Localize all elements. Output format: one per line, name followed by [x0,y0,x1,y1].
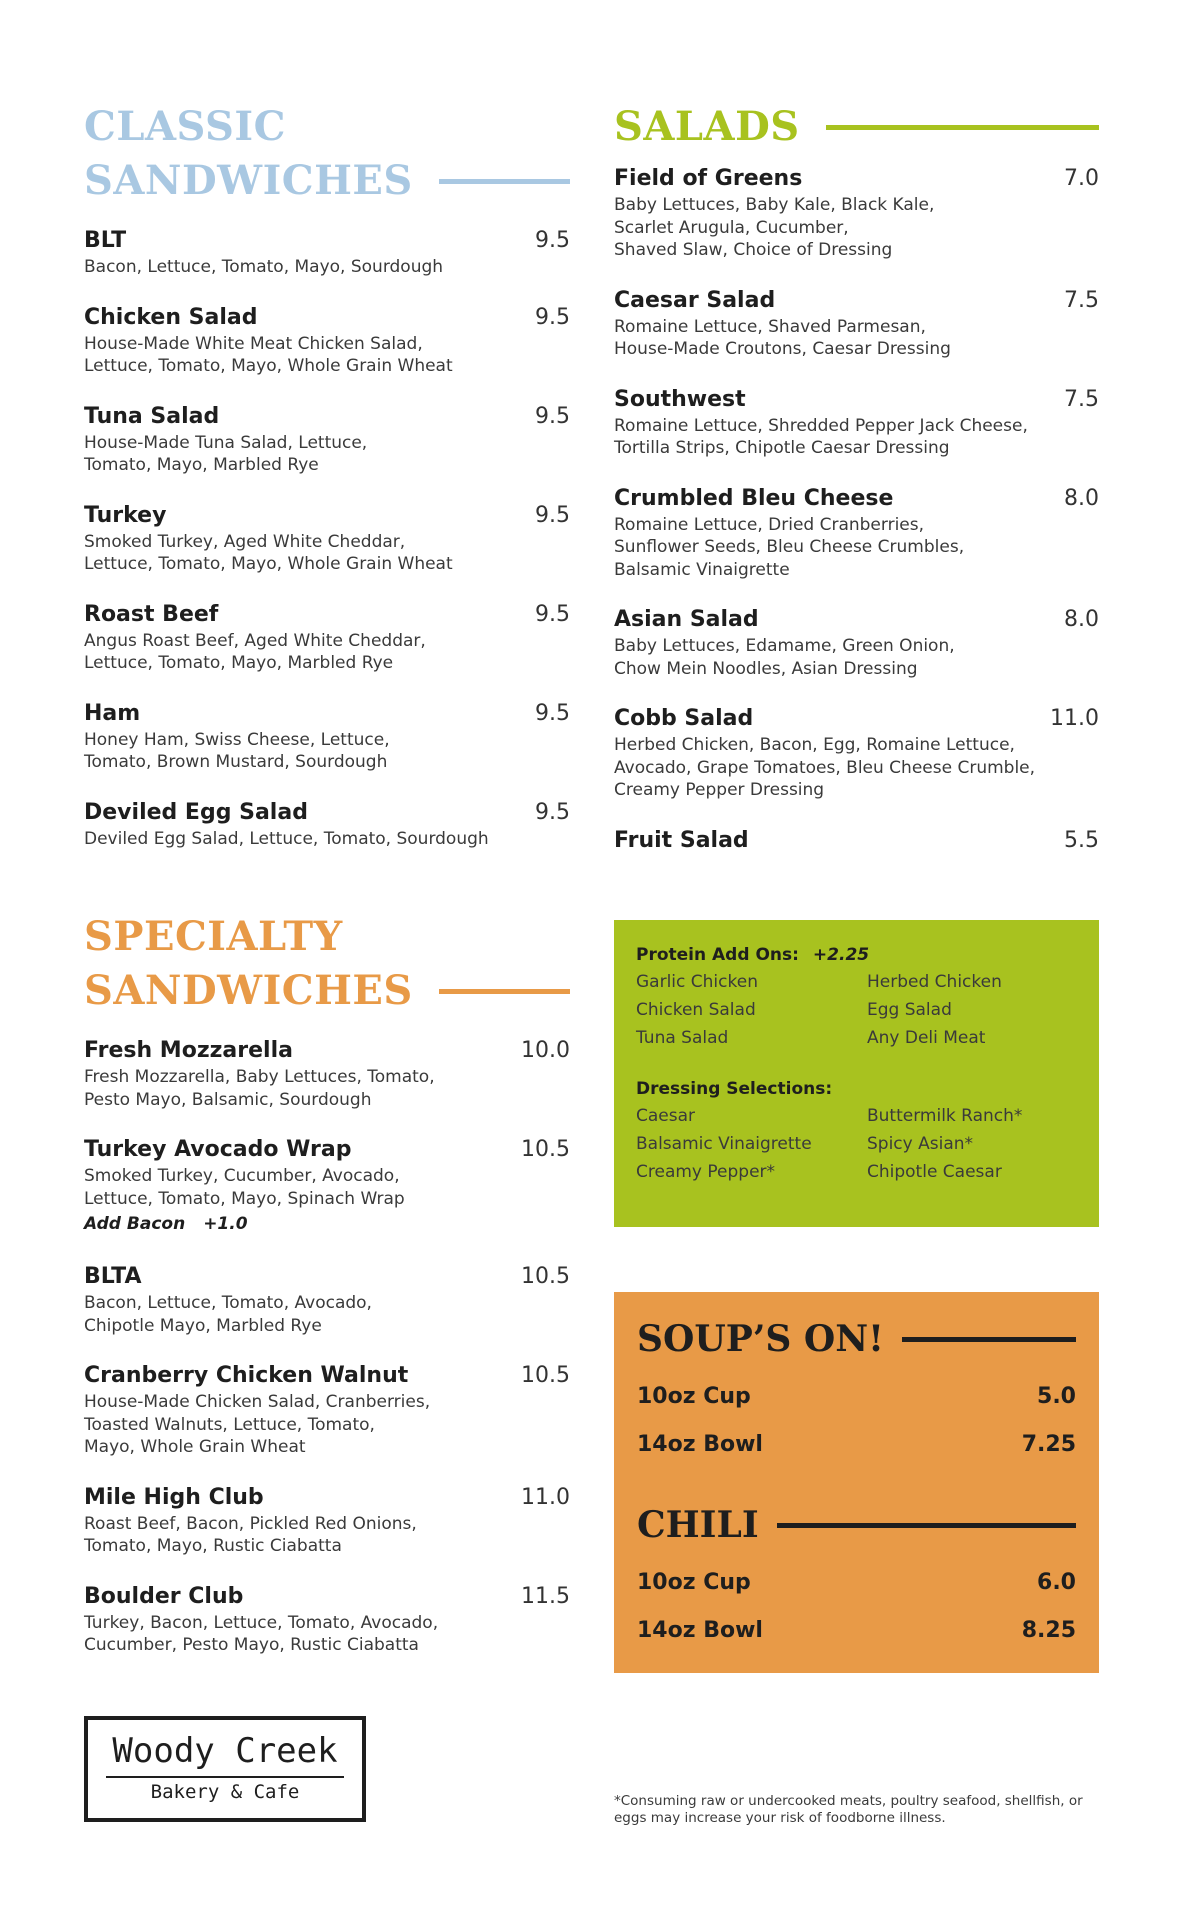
menu-item-header [84,501,570,531]
salads-title-rule [826,125,1099,130]
menu-item-name: Crumbled Bleu Cheese [614,485,894,511]
menu-item-description: Balsamic Vinaigrette [614,559,790,580]
size-price-row [637,1568,1076,1598]
classic-title-line2: SANDWICHES [84,157,413,204]
menu-item-description: Lettuce, Tomato, Mayo, Whole Grain Wheat [84,356,453,376]
woody-creek-logo [84,1716,366,1822]
menu-item-header [614,484,1099,514]
menu-item-header [614,826,1099,856]
option-item: Any Deli Meat [867,1028,986,1048]
menu-item-price: 9.5 [535,403,570,429]
salads-title-row [614,100,1099,154]
menu-item [84,1361,570,1459]
menu-item-name: Tuna Salad [84,403,220,429]
menu-item-description: Chow Mein Noodles, Asian Dressing [614,658,918,679]
specialty-sandwiches-section [84,910,570,1681]
menu-item-addon [84,1210,570,1238]
menu-item-name: Fruit Salad [614,827,749,853]
menu-item-name: Asian Salad [614,607,759,632]
menu-item-name: BLTA [84,1264,142,1289]
size-price: 5.0 [1037,1384,1076,1409]
option-item: Buttermilk Ranch* [867,1106,1023,1126]
menu-item-header [84,699,570,729]
menu-item-name: Cobb Salad [614,706,754,731]
size-price-row [637,1430,1076,1460]
option-item: Egg Salad [867,1000,952,1020]
menu-item-header [84,1582,570,1612]
menu-item-description: Tomato, Brown Mustard, Sourdough [84,752,388,772]
menu-item-price: 9.5 [535,700,570,726]
protein-label: Protein Add Ons: [636,945,799,965]
menu-item-price: 9.5 [535,502,570,528]
menu-item-price: 8.0 [1064,607,1099,632]
menu-item [84,226,570,279]
option-item: Chicken Salad [636,1000,756,1020]
menu-item-description: Smoked Turkey, Cucumber, Avocado, [84,1166,400,1186]
chili-block [637,1500,1076,1646]
menu-item-description: Romaine Lettuce, Dried Cranberries, [614,514,925,535]
menu-item-header [614,605,1099,635]
menu-item-price: 9.5 [535,601,570,627]
specialty-title-line1: SPECIALTY [84,913,343,960]
menu-item-description: Romaine Lettuce, Shredded Pepper Jack Cheese, [614,415,1028,436]
menu-item-description: Baby Lettuces, Baby Kale, Black Kale, [614,195,935,215]
menu-item-description: Tomato, Mayo, Rustic Ciabatta [84,1536,342,1556]
menu-item-header [614,704,1099,734]
salads-section [614,100,1099,880]
dressing-block [636,1076,1077,1186]
menu-item [614,605,1099,680]
salad-items [614,164,1099,856]
option-item: Spicy Asian* [867,1134,974,1154]
menu-item [84,402,570,477]
menu-item [84,501,570,576]
menu-item [614,286,1099,361]
menu-item-description: Lettuce, Tomato, Mayo, Marbled Rye [84,653,394,673]
menu-item-description: House-Made White Meat Chicken Salad, [84,333,423,354]
classic-sandwiches-section [84,100,570,874]
menu-item-header [84,798,570,828]
menu-item-name: Boulder Club [84,1583,244,1609]
menu-item-name: Turkey Avocado Wrap [84,1137,352,1162]
menu-item [614,826,1099,856]
menu-item-description: Roast Beef, Bacon, Pickled Red Onions, [84,1513,417,1534]
addon-label: Add Bacon [84,1214,186,1234]
chili-rows [637,1568,1076,1646]
menu-item-description: Deviled Egg Salad, Lettuce, Tomato, Sourdough [84,828,489,849]
menu-item-price: 10.0 [521,1038,570,1063]
menu-item-price: 9.5 [535,304,570,330]
classic-title-row [84,154,570,208]
specialty-title-rule [439,989,570,994]
menu-item-name: Field of Greens [614,166,803,191]
menu-item-price: 10.5 [521,1264,570,1289]
chili-title-row [637,1500,1076,1550]
menu-item-price: 9.5 [535,799,570,825]
menu-item-header [614,164,1099,194]
classic-title-line1: CLASSIC [84,103,286,150]
menu-item-name: Deviled Egg Salad [84,799,308,825]
menu-item [614,385,1099,460]
menu-item-description: Shaved Slaw, Choice of Dressing [614,240,893,260]
addons-box [614,920,1099,1227]
menu-item-description: House-Made Chicken Salad, Cranberries, [84,1392,431,1412]
menu-item [84,1135,570,1238]
menu-item [84,303,570,378]
menu-item-description: Romaine Lettuce, Shaved Parmesan, [614,316,926,337]
menu-item-header [84,1361,570,1391]
menu-item [84,600,570,675]
option-item: Herbed Chicken [867,972,1002,992]
menu-item-name: Mile High Club [84,1484,264,1510]
dressing-options [636,1102,1077,1186]
menu-item-name: Cranberry Chicken Walnut [84,1363,409,1388]
menu-item-header [84,1036,570,1066]
menu-item-name: BLT [84,228,127,253]
menu-item-description: Sunflower Seeds, Bleu Cheese Crumbles, [614,537,965,557]
menu-item [84,1582,570,1657]
size-label: 14oz Bowl [637,1432,763,1457]
menu-item [84,699,570,774]
menu-item-header [84,303,570,333]
menu-item-price: 10.5 [521,1363,570,1388]
size-label: 10oz Cup [637,1384,751,1409]
menu-item-description: Scarlet Arugula, Cucumber, [614,217,849,238]
addon-price: +1.0 [203,1214,248,1234]
menu-item-name: Caesar Salad [614,287,776,313]
option-item: Tuna Salad [636,1028,729,1048]
menu-item [84,1036,570,1111]
menu-item-description: House-Made Tuna Salad, Lettuce, [84,432,368,453]
menu-item-header [84,402,570,432]
menu-item-description: Bacon, Lettuce, Tomato, Avocado, [84,1293,372,1313]
menu-item-header [84,1483,570,1513]
menu-item [84,798,570,851]
menu-item-price: 5.5 [1064,827,1099,853]
menu-item-name: Fresh Mozzarella [84,1038,293,1063]
size-price: 7.25 [1021,1432,1076,1457]
menu-item-price: 11.0 [521,1484,570,1510]
menu-item-description: Herbed Chicken, Bacon, Egg, Romaine Lettuce, [614,735,1015,755]
protein-price: +2.25 [812,945,870,965]
menu-item-header [614,286,1099,316]
logo-sub-text: Bakery & Cafe [150,1781,300,1803]
menu-item-description: Lettuce, Tomato, Mayo, Spinach Wrap [84,1188,405,1209]
menu-item-description: Lettuce, Tomato, Mayo, Whole Grain Wheat [84,554,453,574]
size-price-row [637,1616,1076,1646]
size-price-row [637,1382,1076,1412]
menu-item-name: Ham [84,700,141,726]
specialty-title-row [84,964,570,1018]
menu-item-price: 7.0 [1064,166,1099,191]
menu-item-description: Turkey, Bacon, Lettuce, Tomato, Avocado, [84,1612,439,1633]
menu-item-description: Pesto Mayo, Balsamic, Sourdough [84,1089,372,1110]
soup-title: SOUP’S ON! [637,1318,884,1360]
soup-rows [637,1382,1076,1460]
menu-item-header [614,385,1099,415]
menu-item-description: Toasted Walnuts, Lettuce, Tomato, [84,1414,375,1435]
foodborne-disclaimer: *Consuming raw or undercooked meats, poultry seafood, shellfish, or eggs may increase your risk of foodborne illness. [614,1793,1083,1826]
menu-item-description: House-Made Croutons, Caesar Dressing [614,339,951,359]
menu-item [614,164,1099,262]
specialty-items [84,1036,570,1657]
soup-title-row [637,1314,1076,1364]
menu-item-price: 8.0 [1064,485,1099,511]
specialty-title-line2: SANDWICHES [84,967,413,1014]
menu-item-price: 10.5 [521,1137,570,1162]
option-item: Caesar [636,1106,696,1126]
logo-main-text: Woody Creek [112,1731,338,1771]
menu-item-description: Creamy Pepper Dressing [614,780,825,800]
chili-title: CHILI [637,1504,759,1546]
menu-item-name: Chicken Salad [84,304,258,330]
option-item: Garlic Chicken [636,972,758,992]
dressing-heading: Dressing Selections: [636,1079,833,1099]
chili-title-rule [777,1523,1076,1528]
menu-item-price: 7.5 [1064,386,1099,412]
menu-item-description: Angus Roast Beef, Aged White Cheddar, [84,630,426,651]
menu-item [84,1483,570,1558]
menu-item-header [84,1135,570,1165]
menu-item-price: 9.5 [535,228,570,253]
menu-item-description: Bacon, Lettuce, Tomato, Mayo, Sourdough [84,257,444,277]
menu-item-name: Turkey [84,502,167,528]
menu-item [614,484,1099,582]
menu-item-header [84,600,570,630]
menu-item-description: Avocado, Grape Tomatoes, Bleu Cheese Crumble, [614,757,1036,778]
menu-item [614,704,1099,802]
menu-item-header [84,226,570,256]
menu-item [84,1262,570,1337]
menu-item-price: 11.5 [521,1583,570,1609]
classic-items [84,226,570,850]
menu-item-description: Chipotle Mayo, Marbled Rye [84,1315,322,1336]
menu-item-description: Tortilla Strips, Chipotle Caesar Dressing [614,438,950,458]
option-item: Creamy Pepper* [636,1162,776,1182]
menu-item-price: 7.5 [1064,287,1099,313]
salads-title: SALADS [614,103,800,150]
menu-item-header [84,1262,570,1292]
menu-item-price: 11.0 [1050,706,1099,731]
size-label: 10oz Cup [637,1570,751,1595]
soup-box [614,1292,1099,1673]
size-label: 14oz Bowl [637,1618,763,1643]
menu-item-description: Mayo, Whole Grain Wheat [84,1437,306,1457]
size-price: 6.0 [1037,1570,1076,1595]
menu-item-description: Honey Ham, Swiss Cheese, Lettuce, [84,729,390,750]
menu-item-description: Smoked Turkey, Aged White Cheddar, [84,531,406,552]
menu-item-name: Southwest [614,386,746,412]
option-item: Chipotle Caesar [867,1162,1002,1182]
protein-heading [636,942,1077,968]
menu-item-description: Cucumber, Pesto Mayo, Rustic Ciabatta [84,1635,419,1655]
size-price: 8.25 [1021,1618,1076,1643]
classic-title-rule [439,179,570,184]
soup-title-rule [902,1337,1076,1342]
option-item: Balsamic Vinaigrette [636,1134,812,1154]
menu-item-description: Fresh Mozzarella, Baby Lettuces, Tomato, [84,1067,435,1087]
menu-item-description: Tomato, Mayo, Marbled Rye [84,455,319,475]
menu-item-name: Roast Beef [84,601,219,627]
menu-item-description: Baby Lettuces, Edamame, Green Onion, [614,636,955,656]
protein-options [636,968,1077,1052]
